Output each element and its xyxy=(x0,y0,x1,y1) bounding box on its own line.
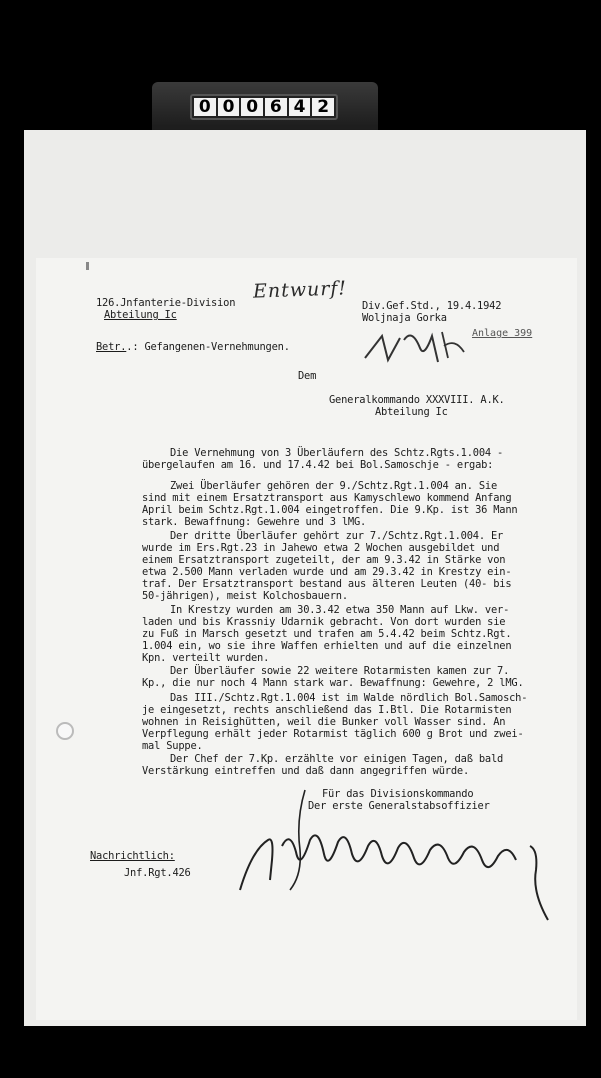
body-line: sind mit einem Ersatztransport aus Kamyschlewo kommend Anfang xyxy=(142,492,512,504)
body-line: wohnen in Reisighütten, weil die Bunker voll Wasser sind. An xyxy=(142,716,506,728)
subject-line xyxy=(96,341,290,353)
counter-digit: 0 xyxy=(218,98,240,116)
counter-digit: 2 xyxy=(312,98,334,116)
department-name: Abteilung Ic xyxy=(104,309,177,321)
subject-text: .: Gefangenen-Vernehmungen. xyxy=(126,341,290,353)
body-line: etwa 2.500 Mann verladen wurde und am 29.3.42 in Krestzy ein- xyxy=(142,566,512,578)
recipient-line-2: Generalkommando XXXVIII. A.K. xyxy=(329,394,505,406)
counter-digit: 0 xyxy=(241,98,263,116)
counter-window xyxy=(190,94,338,120)
location: Woljnaja Gorka xyxy=(362,312,447,324)
distribution-label: Nachrichtlich: xyxy=(90,850,175,862)
punch-hole xyxy=(56,722,74,740)
body-line: Der Chef der 7.Kp. erzählte vor einigen Tagen, daß bald xyxy=(170,753,504,765)
body-line: Verpflegung erhält jeder Rotarmist täglich 600 g Brot und zwei- xyxy=(142,728,524,740)
intro-line: übergelaufen am 16. und 17.4.42 bei Bol.Samoschje - ergab: xyxy=(142,459,494,471)
body-line: Zwei Überläufer gehören der 9./Schtz.Rgt.1.004 an. Sie xyxy=(170,480,498,492)
recipient-line-3: Abteilung Ic xyxy=(375,406,448,418)
signature-line-2: Der erste Generalstabsoffizier xyxy=(308,800,490,812)
handwritten-signature xyxy=(230,780,560,930)
distribution-item: Jnf.Rgt.426 xyxy=(124,867,191,879)
body-line: Verstärkung eintreffen und daß dann angegriffen würde. xyxy=(142,765,470,777)
body-line: Der Überläufer sowie 22 weitere Rotarmisten kamen zur 7. xyxy=(170,665,510,677)
draft-stamp: Entwurf! xyxy=(252,277,348,303)
body-line: Der dritte Überläufer gehört zur 7./Schtz.Rgt.1.004. Er xyxy=(170,530,504,542)
signature-line-1: Für das Divisionskommando xyxy=(322,788,474,800)
body-line: wurde im Ers.Rgt.23 in Jahewo etwa 2 Wochen ausgebildet und xyxy=(142,542,500,554)
body-line: April beim Schtz.Rgt.1.004 eingetroffen. Die 9.Kp. ist 36 Mann xyxy=(142,504,518,516)
division-name: 126.Jnfanterie-Division xyxy=(96,297,236,309)
place-date: Div.Gef.Std., 19.4.1942 xyxy=(362,300,502,312)
body-line: Kp., die nur noch 4 Mann stark war. Bewaffnung: Gewehre, 2 lMG. xyxy=(142,677,524,689)
intro-line: Die Vernehmung von 3 Überläufern des Schtz.Rgts.1.004 - xyxy=(170,447,504,459)
handwritten-initials xyxy=(360,318,490,378)
attachment-number: Anlage 399 xyxy=(472,328,533,339)
recipient-line-1: Dem xyxy=(298,370,317,382)
body-line: traf. Der Ersatztransport bestand aus älteren Leuten (40- bis xyxy=(142,578,512,590)
counter-digit: 0 xyxy=(194,98,216,116)
body-line: 50-jährigen), meist Kolchosbauern. xyxy=(142,590,348,602)
body-line: laden und bis Krassniy Udarnik gebracht. Von dort wurden sie xyxy=(142,616,506,628)
body-line: Kpn. verteilt wurden. xyxy=(142,652,270,664)
body-line: stark. Bewaffnung: Gewehre und 3 lMG. xyxy=(142,516,367,528)
subject-label: Betr. xyxy=(96,341,127,353)
body-line: mal Suppe. xyxy=(142,740,203,752)
counter-digit: 4 xyxy=(289,98,311,116)
body-line: Das III./Schtz.Rgt.1.004 ist im Walde nördlich Bol.Samosch- xyxy=(170,692,528,704)
body-line: In Krestzy wurden am 30.3.42 etwa 350 Mann auf Lkw. ver- xyxy=(170,604,510,616)
counter-digit: 6 xyxy=(265,98,287,116)
body-line: je eingesetzt, rechts anschließend das I.Btl. Die Rotarmisten xyxy=(142,704,512,716)
body-line: 1.004 ein, wo sie ihre Waffen erhielten und auf die einzelnen xyxy=(142,640,512,652)
sheet-mark xyxy=(86,262,89,270)
body-line: einem Ersatztransport zugeteilt, der am 9.3.42 in Stärke von xyxy=(142,554,506,566)
body-line: zu Fuß in Marsch gesetzt und trafen am 5.4.42 beim Schtz.Rgt. xyxy=(142,628,512,640)
